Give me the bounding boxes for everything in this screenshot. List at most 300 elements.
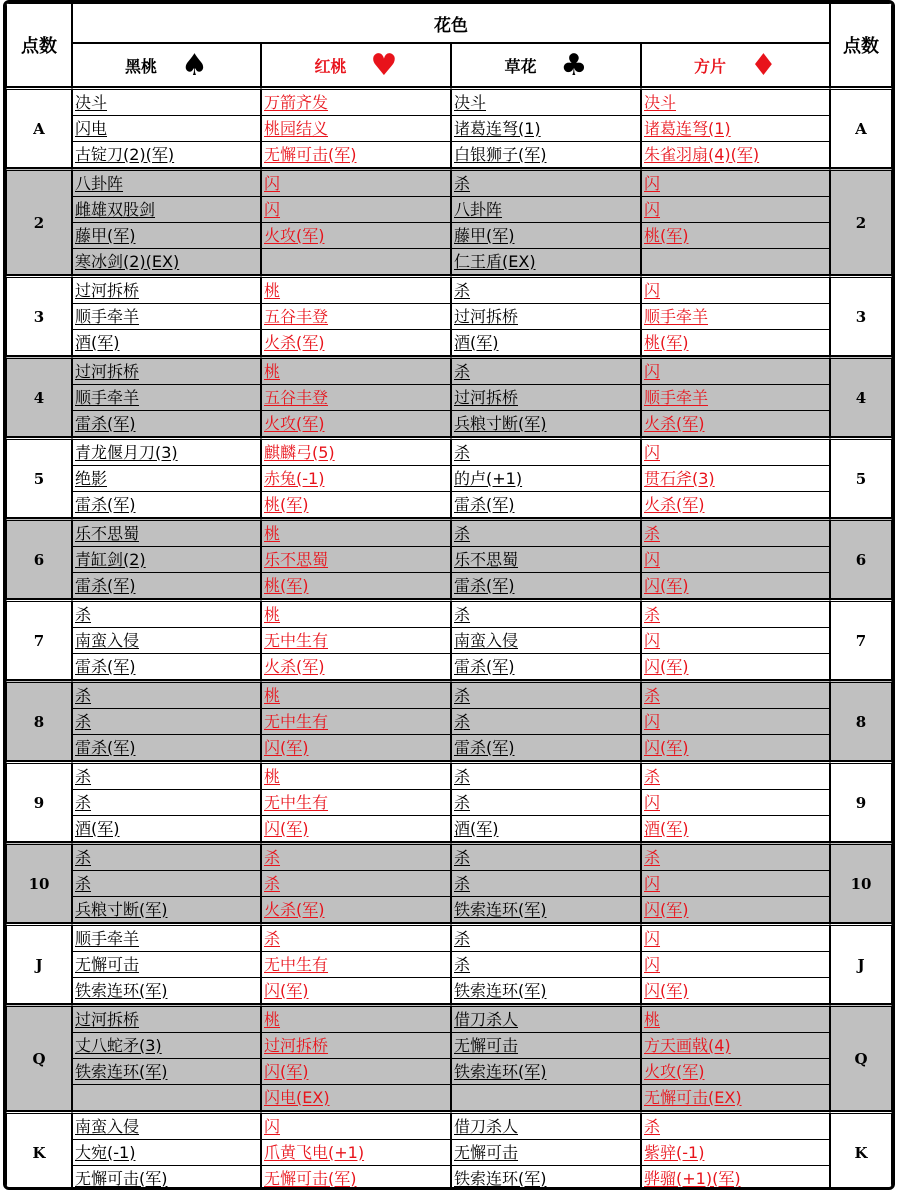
card-name: 杀 <box>75 685 92 705</box>
card-cell-club <box>451 790 641 816</box>
card-cell-diamond <box>641 573 830 599</box>
card-cell-club <box>451 197 641 223</box>
suit-label-spade: 黑桃 <box>125 56 158 76</box>
rank-label-left: 4 <box>6 356 72 437</box>
card-name: 闪(军) <box>644 575 689 595</box>
card-cell-heart <box>261 356 451 385</box>
card-name: 乐不思蜀 <box>75 523 140 543</box>
card-cell-diamond <box>641 1004 830 1033</box>
card-cell-spade <box>72 142 261 168</box>
card-cell-heart <box>261 1140 451 1166</box>
card-name: 铁索连环(军) <box>454 1168 547 1188</box>
card-name: 桃 <box>264 604 281 624</box>
card-name: 寒冰剑(2)(EX) <box>75 251 180 271</box>
table-row <box>6 1140 892 1166</box>
card-name: 火杀(军) <box>264 656 325 676</box>
card-name: 万箭齐发 <box>264 92 329 112</box>
card-cell-club <box>451 897 641 923</box>
card-cell-diamond <box>641 249 830 275</box>
card-name: 五谷丰登 <box>264 306 329 326</box>
card-cell-club <box>451 952 641 978</box>
rank-label-right: 2 <box>830 168 892 275</box>
card-name: 火杀(军) <box>264 899 325 919</box>
card-name: 朱雀羽扇(4)(军) <box>644 144 760 164</box>
card-name: 闪(军) <box>644 737 689 757</box>
table-row <box>6 547 892 573</box>
card-cell-spade <box>72 1085 261 1111</box>
card-cell-club <box>451 249 641 275</box>
card-cell-spade <box>72 411 261 437</box>
table-row <box>6 197 892 223</box>
card-cell-spade <box>72 275 261 304</box>
card-name: 闪 <box>644 792 661 812</box>
card-cell-club <box>451 1085 641 1111</box>
card-name: 无懈可击(军) <box>264 1168 357 1188</box>
card-name: 闪电 <box>75 118 108 138</box>
table-row <box>6 1059 892 1085</box>
rank-label-left: 9 <box>6 761 72 842</box>
card-cell-spade <box>72 1033 261 1059</box>
rank-label-left: A <box>6 87 72 168</box>
table-row <box>6 599 892 628</box>
card-cell-heart <box>261 735 451 761</box>
card-name: 杀 <box>454 711 471 731</box>
suit-header-club <box>451 43 641 87</box>
card-name: 诸葛连弩(1) <box>454 118 541 138</box>
suit-header-diamond <box>641 43 830 87</box>
card-cell-club <box>451 142 641 168</box>
card-name: 火攻(军) <box>264 413 325 433</box>
card-cell-heart <box>261 411 451 437</box>
card-cell-diamond <box>641 1033 830 1059</box>
card-cell-diamond <box>641 275 830 304</box>
card-name: 紫骍(-1) <box>644 1142 705 1162</box>
card-cell-diamond <box>641 223 830 249</box>
card-cell-spade <box>72 1166 261 1190</box>
table-row <box>6 871 892 897</box>
card-name: 火杀(军) <box>264 332 325 352</box>
card-name: 青缸剑(2) <box>75 549 146 569</box>
card-cell-heart <box>261 1004 451 1033</box>
card-name: 雌雄双股剑 <box>75 199 156 219</box>
card-name: 杀 <box>454 847 471 867</box>
card-cell-spade <box>72 790 261 816</box>
card-name: 闪(军) <box>644 656 689 676</box>
card-cell-club <box>451 304 641 330</box>
card-cell-club <box>451 330 641 356</box>
card-name: 无懈可击(军) <box>264 144 357 164</box>
rank-label-right: 10 <box>830 842 892 923</box>
table-row <box>6 1004 892 1033</box>
card-cell-diamond <box>641 304 830 330</box>
table-row <box>6 492 892 518</box>
rank-label-right: 9 <box>830 761 892 842</box>
card-name: 杀 <box>454 685 471 705</box>
card-cell-club <box>451 87 641 116</box>
table-row <box>6 978 892 1004</box>
card-cell-diamond <box>641 952 830 978</box>
card-name: 铁索连环(军) <box>454 1061 547 1081</box>
table-row <box>6 654 892 680</box>
card-cell-heart <box>261 518 451 547</box>
card-name: 杀 <box>454 873 471 893</box>
card-cell-diamond <box>641 842 830 871</box>
card-name: 无懈可击(EX) <box>644 1087 742 1107</box>
card-name: 火杀(军) <box>644 413 705 433</box>
card-name: 桃(军) <box>644 332 689 352</box>
card-cell-heart <box>261 492 451 518</box>
card-cell-club <box>451 709 641 735</box>
card-cell-club <box>451 116 641 142</box>
card-cell-diamond <box>641 978 830 1004</box>
card-cell-spade <box>72 573 261 599</box>
card-cell-club <box>451 573 641 599</box>
card-name: 大宛(-1) <box>75 1142 136 1162</box>
table-row <box>6 142 892 168</box>
card-name: 闪 <box>644 873 661 893</box>
table-row <box>6 735 892 761</box>
card-name: 闪 <box>644 928 661 948</box>
card-cell-spade <box>72 197 261 223</box>
table-row <box>6 1111 892 1140</box>
card-name: 诸葛连弩(1) <box>644 118 731 138</box>
card-cell-diamond <box>641 168 830 197</box>
card-cell-spade <box>72 923 261 952</box>
card-name: 闪 <box>264 173 281 193</box>
card-name: 过河拆桥 <box>454 306 519 326</box>
card-cell-diamond <box>641 330 830 356</box>
rank-label-right: 3 <box>830 275 892 356</box>
card-name: 南蛮入侵 <box>75 1116 140 1136</box>
table-row <box>6 168 892 197</box>
table-row <box>6 116 892 142</box>
card-cell-heart <box>261 897 451 923</box>
card-name: 桃 <box>264 766 281 786</box>
card-cell-club <box>451 356 641 385</box>
card-name: 兵粮寸断(军) <box>454 413 547 433</box>
card-name: 雷杀(军) <box>75 494 136 514</box>
card-name: 藤甲(军) <box>75 225 136 245</box>
card-name: 桃(军) <box>644 225 689 245</box>
card-cell-spade <box>72 952 261 978</box>
points-header-right: 点数 <box>830 3 892 87</box>
card-name: 顺手牵羊 <box>644 306 709 326</box>
table-row <box>6 411 892 437</box>
card-cell-spade <box>72 437 261 466</box>
card-cell-spade <box>72 249 261 275</box>
card-cell-club <box>451 385 641 411</box>
card-cell-spade <box>72 735 261 761</box>
card-cell-heart <box>261 249 451 275</box>
heart-icon: ♥ <box>370 47 398 83</box>
card-name: 杀 <box>644 766 661 786</box>
card-cell-heart <box>261 116 451 142</box>
table-row <box>6 1166 892 1190</box>
card-name: 藤甲(军) <box>454 225 515 245</box>
card-name: 杀 <box>644 685 661 705</box>
card-name: 闪 <box>264 199 281 219</box>
card-name: 仁王盾(EX) <box>454 251 536 271</box>
card-name: 杀 <box>644 847 661 867</box>
rank-label-left: 6 <box>6 518 72 599</box>
card-name: 方天画戟(4) <box>644 1035 731 1055</box>
card-name: 闪电(EX) <box>264 1087 330 1107</box>
card-cell-spade <box>72 116 261 142</box>
card-name: 酒(军) <box>454 332 499 352</box>
card-name: 杀 <box>454 280 471 300</box>
card-name: 八卦阵 <box>454 199 503 219</box>
card-name: 桃 <box>264 685 281 705</box>
card-cell-club <box>451 735 641 761</box>
card-cell-heart <box>261 709 451 735</box>
card-cell-heart <box>261 761 451 790</box>
card-cell-heart <box>261 680 451 709</box>
card-name: 顺手牵羊 <box>75 306 140 326</box>
suit-label-club: 草花 <box>504 56 537 76</box>
card-name: 过河拆桥 <box>454 387 519 407</box>
card-cell-spade <box>72 385 261 411</box>
card-cell-diamond <box>641 923 830 952</box>
card-cell-heart <box>261 1059 451 1085</box>
card-name: 杀 <box>454 792 471 812</box>
card-name: 闪(军) <box>264 737 309 757</box>
card-cell-diamond <box>641 897 830 923</box>
card-name: 杀 <box>75 873 92 893</box>
card-cell-diamond <box>641 816 830 842</box>
card-name: 酒(军) <box>644 818 689 838</box>
card-name: 闪 <box>264 1116 281 1136</box>
card-cell-club <box>451 1111 641 1140</box>
card-name: 雷杀(军) <box>454 494 515 514</box>
card-cell-heart <box>261 223 451 249</box>
card-cell-spade <box>72 599 261 628</box>
card-name: 铁索连环(军) <box>454 980 547 1000</box>
card-name: 杀 <box>75 792 92 812</box>
table-row <box>6 790 892 816</box>
card-name: 闪 <box>644 173 661 193</box>
card-name: 乐不思蜀 <box>454 549 519 569</box>
card-cell-spade <box>72 897 261 923</box>
card-name: 雷杀(军) <box>75 737 136 757</box>
card-cell-diamond <box>641 356 830 385</box>
card-name: 决斗 <box>644 92 677 112</box>
card-name: 杀 <box>454 954 471 974</box>
table-row <box>6 87 892 116</box>
suit-header-title: 花色 <box>72 3 830 43</box>
card-cell-spade <box>72 87 261 116</box>
card-cell-heart <box>261 1085 451 1111</box>
card-cell-club <box>451 168 641 197</box>
card-cell-spade <box>72 356 261 385</box>
card-name: 雷杀(军) <box>75 413 136 433</box>
table-row <box>6 1085 892 1111</box>
rank-label-right: 4 <box>830 356 892 437</box>
card-cell-club <box>451 628 641 654</box>
card-cell-heart <box>261 197 451 223</box>
card-name: 雷杀(军) <box>75 575 136 595</box>
card-name: 闪 <box>644 361 661 381</box>
card-cell-spade <box>72 709 261 735</box>
card-cell-heart <box>261 1166 451 1190</box>
card-name: 杀 <box>264 873 281 893</box>
card-name: 雷杀(军) <box>75 656 136 676</box>
table-row <box>6 466 892 492</box>
card-name: 过河拆桥 <box>75 280 140 300</box>
suit-label-diamond: 方片 <box>694 56 727 76</box>
card-name: 乐不思蜀 <box>264 549 329 569</box>
card-cell-spade <box>72 466 261 492</box>
card-name: 火攻(军) <box>644 1061 705 1081</box>
card-cell-spade <box>72 547 261 573</box>
card-cell-diamond <box>641 411 830 437</box>
table-row <box>6 573 892 599</box>
card-name: 古锭刀(2)(军) <box>75 144 175 164</box>
card-name: 无懈可击 <box>454 1142 519 1162</box>
rank-label-left: 10 <box>6 842 72 923</box>
card-name: 无懈可击 <box>75 954 140 974</box>
table-row <box>6 842 892 871</box>
rank-label-right: J <box>830 923 892 1004</box>
table-row <box>6 628 892 654</box>
card-name: 决斗 <box>454 92 487 112</box>
club-icon: ♣ <box>560 47 588 83</box>
card-cell-diamond <box>641 116 830 142</box>
card-name: 五谷丰登 <box>264 387 329 407</box>
card-cell-spade <box>72 330 261 356</box>
card-cell-spade <box>72 680 261 709</box>
card-cell-club <box>451 437 641 466</box>
card-name: 杀 <box>264 928 281 948</box>
card-cell-heart <box>261 1033 451 1059</box>
rank-label-left: J <box>6 923 72 1004</box>
card-cell-diamond <box>641 87 830 116</box>
card-cell-diamond <box>641 142 830 168</box>
card-name: 杀 <box>264 847 281 867</box>
card-cell-diamond <box>641 437 830 466</box>
card-cell-club <box>451 492 641 518</box>
table-row <box>6 709 892 735</box>
card-cell-heart <box>261 628 451 654</box>
card-cell-spade <box>72 304 261 330</box>
card-name: 铁索连环(军) <box>75 980 168 1000</box>
card-name: 过河拆桥 <box>75 1009 140 1029</box>
card-name: 无中生有 <box>264 711 329 731</box>
card-name: 火杀(军) <box>644 494 705 514</box>
card-name: 杀 <box>75 604 92 624</box>
card-name: 杀 <box>454 361 471 381</box>
card-name: 丈八蛇矛(3) <box>75 1035 162 1055</box>
card-name: 的卢(+1) <box>454 468 523 488</box>
card-cell-club <box>451 547 641 573</box>
card-name: 桃 <box>264 1009 281 1029</box>
card-name: 爪黄飞电(+1) <box>264 1142 365 1162</box>
rank-label-left: 5 <box>6 437 72 518</box>
rank-label-left: 3 <box>6 275 72 356</box>
card-name: 绝影 <box>75 468 108 488</box>
rank-label-left: K <box>6 1111 72 1190</box>
card-cell-club <box>451 1166 641 1190</box>
card-cell-spade <box>72 654 261 680</box>
card-cell-spade <box>72 978 261 1004</box>
card-cell-club <box>451 1004 641 1033</box>
card-cell-club <box>451 816 641 842</box>
card-cell-diamond <box>641 385 830 411</box>
card-cell-heart <box>261 654 451 680</box>
card-cell-diamond <box>641 197 830 223</box>
table-row <box>6 275 892 304</box>
card-name: 顺手牵羊 <box>75 928 140 948</box>
card-name: 火攻(军) <box>264 225 325 245</box>
card-name: 闪 <box>644 442 661 462</box>
card-name: 铁索连环(军) <box>454 899 547 919</box>
card-cell-heart <box>261 437 451 466</box>
card-cell-club <box>451 871 641 897</box>
card-cell-heart <box>261 842 451 871</box>
card-name: 雷杀(军) <box>454 575 515 595</box>
card-name: 闪(军) <box>264 818 309 838</box>
card-name: 闪 <box>644 711 661 731</box>
card-cell-club <box>451 275 641 304</box>
card-name: 过河拆桥 <box>75 361 140 381</box>
spade-icon: ♠ <box>181 47 208 83</box>
card-name: 顺手牵羊 <box>644 387 709 407</box>
card-cell-heart <box>261 330 451 356</box>
card-cell-diamond <box>641 1111 830 1140</box>
card-name: 南蛮入侵 <box>75 630 140 650</box>
card-cell-diamond <box>641 790 830 816</box>
card-cell-diamond <box>641 1085 830 1111</box>
card-name: 无中生有 <box>264 954 329 974</box>
card-name: 八卦阵 <box>75 173 124 193</box>
table-row <box>6 385 892 411</box>
card-name: 决斗 <box>75 92 108 112</box>
card-cell-diamond <box>641 547 830 573</box>
card-name: 骅骝(+1)(军) <box>644 1168 741 1188</box>
card-cell-diamond <box>641 709 830 735</box>
card-cell-diamond <box>641 518 830 547</box>
card-cell-spade <box>72 842 261 871</box>
rank-label-right: 8 <box>830 680 892 761</box>
rank-label-right: A <box>830 87 892 168</box>
card-cell-club <box>451 923 641 952</box>
diamond-icon: ♦ <box>750 47 777 83</box>
table-row <box>6 923 892 952</box>
card-cell-club <box>451 761 641 790</box>
card-name: 无懈可击 <box>454 1035 519 1055</box>
card-name: 杀 <box>454 523 471 543</box>
card-cell-club <box>451 1033 641 1059</box>
card-cell-heart <box>261 87 451 116</box>
table-row <box>6 1033 892 1059</box>
card-name: 过河拆桥 <box>264 1035 329 1055</box>
card-cell-spade <box>72 628 261 654</box>
card-name: 兵粮寸断(军) <box>75 899 168 919</box>
card-name: 青龙偃月刀(3) <box>75 442 178 462</box>
card-name: 酒(军) <box>75 332 120 352</box>
card-name: 闪(军) <box>264 1061 309 1081</box>
table-row <box>6 304 892 330</box>
card-cell-heart <box>261 385 451 411</box>
card-name: 杀 <box>75 766 92 786</box>
card-cell-heart <box>261 978 451 1004</box>
card-cell-diamond <box>641 1059 830 1085</box>
rank-label-left: 8 <box>6 680 72 761</box>
card-cell-heart <box>261 168 451 197</box>
suit-header-spade <box>72 43 261 87</box>
card-cell-diamond <box>641 871 830 897</box>
card-name: 酒(军) <box>75 818 120 838</box>
card-cell-heart <box>261 816 451 842</box>
